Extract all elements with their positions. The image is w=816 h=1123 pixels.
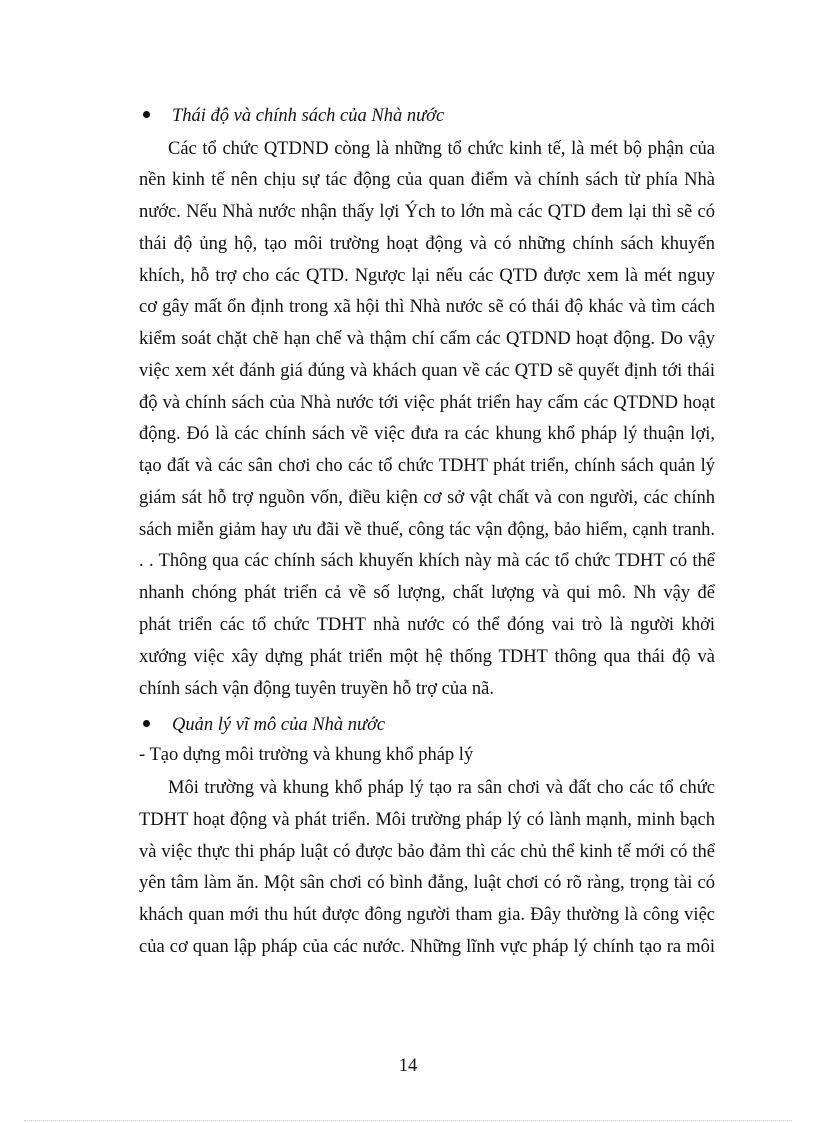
paragraph-line: . . Thông qua các chính sách khuyến khích này mà các tổ chức TDHT có thể	[139, 551, 715, 571]
paragraph-line: kiểm soát chặt chẽ hạn chế và thậm chí cấm các QTDND hoạt động. Do vậy	[139, 329, 715, 349]
section-heading-text: Quản lý vĩ mô của Nhà nước	[172, 715, 386, 735]
section-heading-text: Thái độ và chính sách của Nhà nước	[172, 106, 445, 126]
paragraph-line: động. Đó là các chính sách về việc đưa ra các khung khổ pháp lý thuận lợi,	[139, 424, 715, 444]
paragraph-line: của cơ quan lập pháp của các nước. Những lĩnh vực pháp lý chính tạo ra môi	[139, 937, 715, 957]
paragraph-line: nước. Nếu Nhà nước nhận thấy lợi Ých to lớn mà các QTD đem lại thì sẽ có	[139, 202, 715, 222]
paragraph-line: phát triển các tổ chức TDHT nhà nước có thể đóng vai trò là người khởi	[139, 615, 715, 635]
paragraph-line: giám sát hỗ trợ nguồn vốn, điều kiện cơ sở vật chất và con người, các chính	[139, 488, 715, 508]
paragraph-line: khích, hỗ trợ cho các QTD. Ngược lại nếu các QTD được xem là mét nguy	[139, 266, 715, 286]
paragraph-line: tạo đất và các sân chơi cho các tổ chức TDHT phát triển, chính sách quản lý	[139, 456, 715, 476]
paragraph-line: cơ gây mất ổn định trong xã hội thì Nhà nước sẽ có thái độ khác và tìm cách	[139, 297, 715, 317]
paragraph-line: TDHT hoạt động và phát triển. Môi trường pháp lý có lành mạnh, minh bạch	[139, 810, 715, 830]
paragraph-line: Môi trường và khung khổ pháp lý tạo ra sân chơi và đất cho các tổ chức	[168, 778, 715, 798]
bullet-icon	[143, 720, 150, 727]
paragraph-line: và việc thực thi pháp luật có được bảo đảm thì các chủ thể kinh tế mới có thể	[139, 842, 715, 862]
paragraph-line: yên tâm làm ăn. Một sân chơi có bình đẳng, luật chơi có rõ ràng, trọng tài có	[139, 873, 715, 893]
paragraph-line: thái độ ủng hộ, tạo môi trường hoạt động và có những chính sách khuyến	[139, 234, 715, 254]
bullet-icon	[143, 111, 150, 118]
paragraph-line: khách quan mới thu hút được đông người tham gia. Đây thường là công việc	[139, 905, 715, 925]
subheading-legal-framework: - Tạo dựng môi trường và khung khổ pháp lý	[139, 745, 474, 765]
section-heading-macro-management	[139, 713, 699, 737]
paragraph-line: chính sách vận động tuyên truyền hỗ trợ của nã.	[139, 679, 495, 699]
section-heading-state-attitude	[139, 104, 699, 128]
paragraph-line: nền kinh tế nên chịu sự tác động của quan điểm và chính sách từ phía Nhà	[139, 170, 715, 190]
paragraph-line: nhanh chóng phát triển cả về số lượng, chất lượng và qui mô. Nh vậy để	[139, 583, 715, 603]
paragraph-line: độ và chính sách của Nhà nước tới việc phát triển hay cấm các QTDND hoạt	[139, 393, 715, 413]
paragraph-line: việc xem xét đánh giá đúng và khách quan về các QTD sẽ quyết định tới thái	[139, 361, 715, 381]
page-bottom-divider	[24, 1120, 792, 1121]
paragraph-line: sách miễn giảm hay ưu đãi về thuế, công tác vận động, bảo hiểm, cạnh tranh.	[139, 520, 715, 540]
paragraph-line: xướng việc xây dựng phát triển một hệ thống TDHT thông qua thái độ và	[139, 647, 715, 667]
paragraph-line: Các tổ chức QTDND còng là những tổ chức kinh tế, là mét bộ phận của	[168, 139, 715, 159]
page-number: 14	[398, 1056, 418, 1076]
